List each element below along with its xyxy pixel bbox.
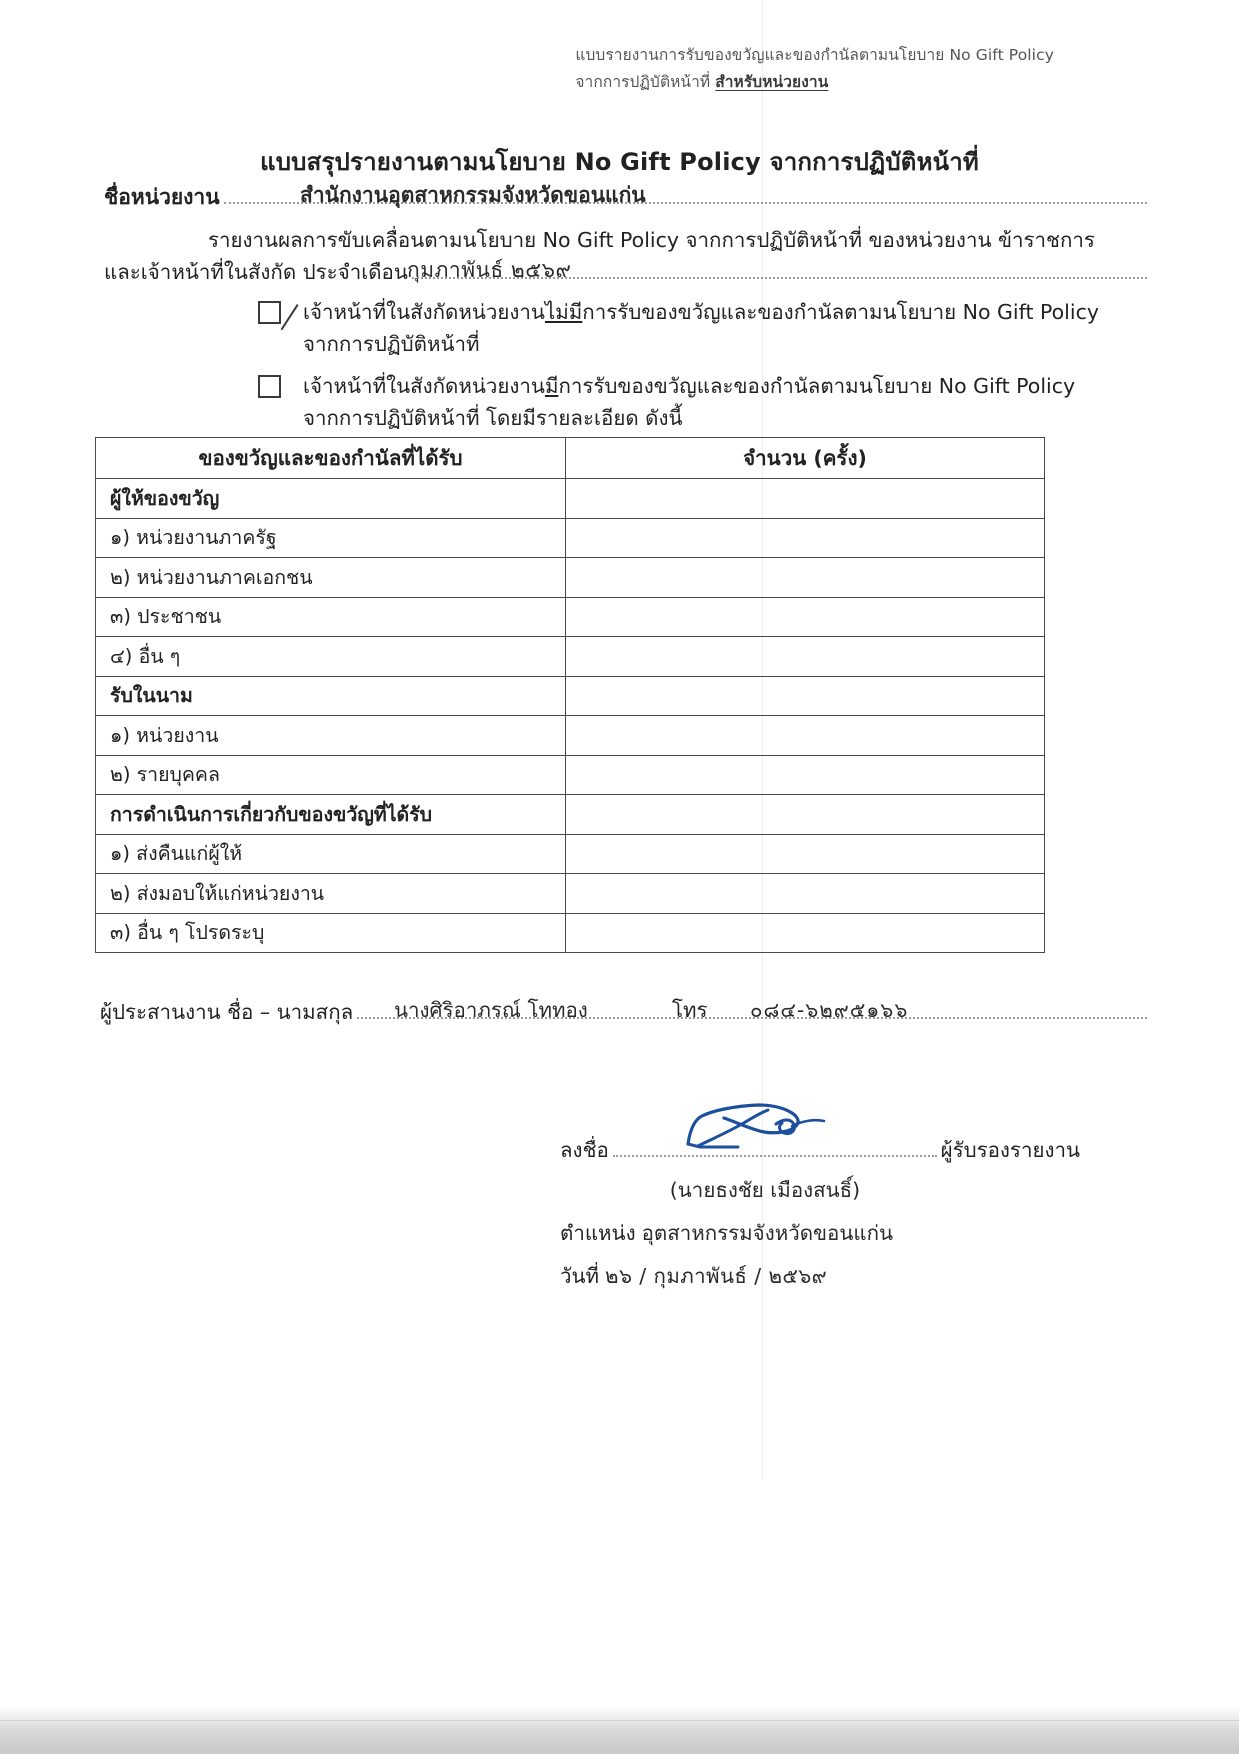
coordinator-tel-value: ๐๘๔-๖๒๙๕๑๖๖ — [750, 998, 909, 1022]
option-no-gift-part1: เจ้าหน้าที่ในสังกัดหน่วยงาน — [303, 300, 545, 324]
signature-dotted-rule — [613, 1155, 937, 1157]
option-no-gift-part2: การรับของขวัญและของกำนัลตามนโยบาย No Gift Policy — [582, 300, 1099, 324]
coordinator-name: นางศิริอาภรณ์ โททอง — [394, 998, 588, 1022]
scan-edge-artifact — [0, 1706, 1239, 1754]
option-no-gift-line2: จากการปฏิบัติหน้าที่ — [303, 332, 480, 357]
signature-label: ลงชื่อ — [560, 1138, 609, 1162]
option-has-gift-text — [303, 370, 1075, 435]
checkbox-no-gift-icon[interactable] — [258, 301, 281, 324]
option-no-gift-emphasis: ไม่มี — [544, 300, 583, 324]
option-has-gift-line2: จากการปฏิบัติหน้าที่ โดยมีรายละเอียด ดังนี้ — [303, 406, 683, 431]
organisation-row — [104, 181, 1147, 214]
table-row — [96, 755, 1045, 795]
table-cell-item: การดำเนินการเกี่ยวกับของขวัญที่ได้รับ — [96, 795, 566, 835]
table-row — [96, 558, 1045, 598]
intro-paragraph — [104, 224, 1144, 257]
table-cell-item: รับในนาม — [96, 676, 566, 716]
option-no-gift-text — [303, 296, 1099, 361]
position-row — [560, 1217, 1080, 1250]
option-has-gift-emphasis: มี — [544, 374, 559, 398]
option-has-gift-part2: การรับของขวัญและของกำนัลตามนโยบาย No Gift Policy — [558, 374, 1076, 398]
position-label: ตำแหน่ง — [560, 1221, 636, 1245]
gift-summary-table — [95, 437, 1045, 953]
header-line-2-emphasis: สำหรับหน่วยงาน — [715, 72, 829, 91]
month-value: กุมภาพันธ์ ๒๕๖๙ — [407, 258, 572, 282]
organisation-label: ชื่อหน่วยงาน — [104, 185, 220, 209]
date-row — [560, 1260, 1080, 1293]
table-cell-amount[interactable] — [566, 716, 1045, 756]
intro-paragraph-line-1: รายงานผลการขับเคลื่อนตามนโยบาย No Gift Policy จากการปฏิบัติหน้าที่ ของหน่วยงาน ข้าราชการ — [208, 228, 1095, 252]
table-cell-amount[interactable] — [566, 518, 1045, 558]
table-cell-amount[interactable] — [566, 913, 1045, 953]
header-line-1: แบบรายงานการรับของขวัญและของกำนัลตามนโยบาย No Gift Policy — [575, 46, 1054, 64]
header-line-2-prefix: จากการปฏิบัติหน้าที่ — [575, 72, 716, 91]
table-header-row — [96, 438, 1045, 479]
signature-row — [560, 1134, 1080, 1168]
month-row — [104, 256, 1147, 289]
option-no-gift[interactable] — [258, 296, 1138, 361]
table-cell-amount[interactable] — [566, 479, 1045, 519]
table-row — [96, 676, 1045, 716]
table-cell-item: ๔) อื่น ๆ — [96, 637, 566, 677]
table-cell-item: ๓) อื่น ๆ โปรดระบุ — [96, 913, 566, 953]
signature-block — [560, 1134, 1080, 1293]
organisation-value: สำนักงานอุตสาหกรรมจังหวัดขอนแก่น — [300, 183, 646, 207]
table-row — [96, 637, 1045, 677]
table-row — [96, 795, 1045, 835]
table-row — [96, 479, 1045, 519]
table-cell-amount[interactable] — [566, 597, 1045, 637]
date-value: ๒๖ / กุมภาพันธ์ / ๒๕๖๙ — [605, 1264, 828, 1288]
option-has-gift[interactable] — [258, 370, 1138, 435]
coordinator-tel-label: โทร — [672, 998, 708, 1022]
page-title: แบบสรุปรายงานตามนโยบาย No Gift Policy จากการปฏิบัติหน้าที่ — [260, 148, 979, 176]
signature-suffix: ผู้รับรองรายงาน — [940, 1138, 1080, 1162]
table-cell-item: ๓) ประชาชน — [96, 597, 566, 637]
table-cell-amount[interactable] — [566, 874, 1045, 914]
table-row — [96, 716, 1045, 756]
date-label: วันที่ — [560, 1264, 600, 1288]
table-header-item: ของขวัญและของกำนัลที่ได้รับ — [96, 438, 566, 479]
table-row — [96, 834, 1045, 874]
table-cell-item: ๑) ส่งคืนแก่ผู้ให้ — [96, 834, 566, 874]
table-cell-item: ๒) ส่งมอบให้แก่หน่วยงาน — [96, 874, 566, 914]
signatory-name: (นายธงชัย เมืองสนธิ์) — [669, 1178, 861, 1202]
table-body — [96, 479, 1045, 953]
table-row — [96, 518, 1045, 558]
table-row — [96, 874, 1045, 914]
table-cell-amount[interactable] — [566, 637, 1045, 677]
coordinator-row — [100, 996, 1147, 1029]
option-has-gift-part1: เจ้าหน้าที่ในสังกัดหน่วยงาน — [303, 374, 545, 398]
table-cell-amount[interactable] — [566, 755, 1045, 795]
month-label: และเจ้าหน้าที่ในสังกัด ประจำเดือน — [104, 260, 408, 284]
document-header — [575, 42, 1054, 95]
table-cell-item: ๒) หน่วยงานภาคเอกชน — [96, 558, 566, 598]
table-row — [96, 913, 1045, 953]
table-cell-item: ๒) รายบุคคล — [96, 755, 566, 795]
checkbox-has-gift-icon[interactable] — [258, 375, 281, 398]
header-line-2 — [575, 69, 1054, 96]
coordinator-label: ผู้ประสานงาน ชื่อ – นามสกุล — [100, 1000, 354, 1024]
table-cell-amount[interactable] — [566, 676, 1045, 716]
table-cell-item: ๑) หน่วยงานภาครัฐ — [96, 518, 566, 558]
table-cell-amount[interactable] — [566, 795, 1045, 835]
table-cell-amount[interactable] — [566, 834, 1045, 874]
position-value: อุตสาหกรรมจังหวัดขอนแก่น — [641, 1221, 894, 1245]
table-cell-amount[interactable] — [566, 558, 1045, 598]
table-header-amount: จำนวน (ครั้ง) — [566, 438, 1045, 479]
handwritten-signature — [680, 1100, 850, 1152]
table-cell-item: ๑) หน่วยงาน — [96, 716, 566, 756]
table-row — [96, 597, 1045, 637]
table-cell-item: ผู้ให้ของขวัญ — [96, 479, 566, 519]
